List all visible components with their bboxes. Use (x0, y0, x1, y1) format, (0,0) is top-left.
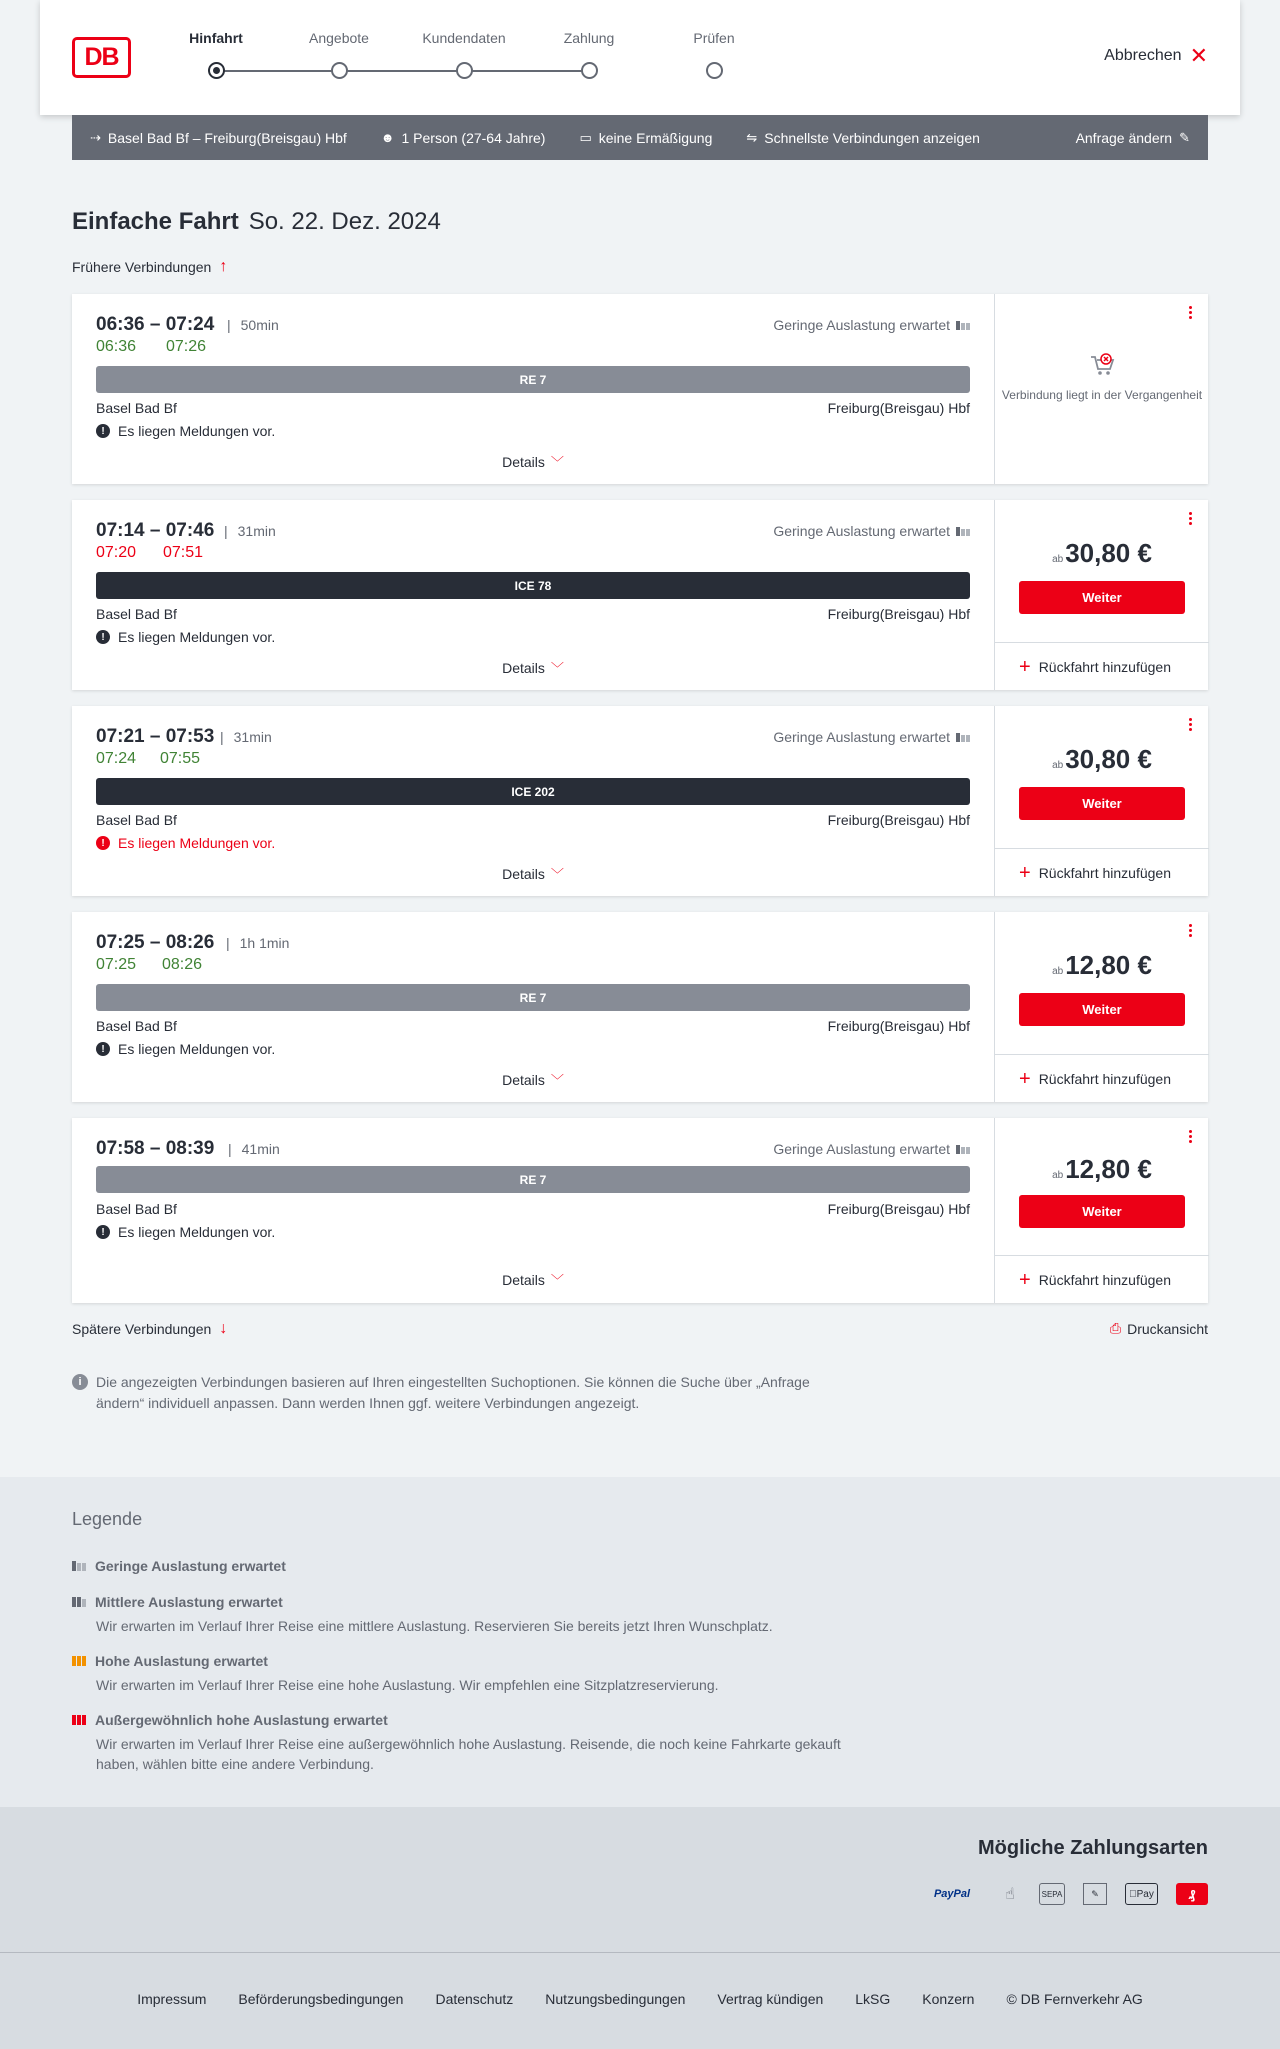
planned-times: 07:25 – 08:26 (96, 932, 215, 953)
step-hinfahrt[interactable]: Hinfahrt (166, 30, 266, 50)
chevron-down-icon: ﹀ (550, 867, 564, 882)
connection-card (72, 912, 1208, 1102)
details-toggle[interactable]: Details ﹀ (502, 1272, 564, 1288)
arrival-station: Freiburg(Breisgau) Hbf (827, 812, 970, 828)
arrival-station: Freiburg(Breisgau) Hbf (827, 400, 970, 416)
footer-link-impressum[interactable]: Impressum (137, 1991, 207, 2007)
details-toggle[interactable]: Details ﹀ (502, 866, 564, 882)
payment-title: Mögliche Zahlungsarten (977, 1837, 1208, 1859)
details-toggle[interactable]: Details ﹀ (502, 454, 564, 470)
arrow-down-icon: ↓ (219, 1320, 228, 1337)
more-options-icon[interactable] (1189, 1130, 1192, 1145)
planned-times: 07:14 – 07:46 (96, 520, 215, 541)
occupancy-info: Geringe Auslastung erwartet (773, 317, 970, 333)
step-dot (456, 62, 473, 79)
occupancy-info: Geringe Auslastung erwartet (773, 729, 970, 745)
message-notice: ! Es liegen Meldungen vor. (96, 1224, 275, 1240)
db-payment-icon: ₰ (1176, 1883, 1208, 1905)
payment-logos (923, 1883, 1208, 1905)
realtime-departure: 07:25 (96, 956, 137, 973)
arrival-station: Freiburg(Breisgau) Hbf (827, 1018, 970, 1034)
occupancy-low-icon (956, 1145, 970, 1154)
paypal-icon: PayPal (933, 1888, 971, 1900)
info-icon: i (72, 1374, 88, 1390)
earlier-connections-link[interactable]: Frühere Verbindungen ↑ (72, 258, 228, 275)
chevron-down-icon: ﹀ (550, 455, 564, 470)
chevron-down-icon: ﹀ (550, 1273, 564, 1288)
step-dot (581, 62, 598, 79)
train-bar[interactable]: ICE 78 (96, 572, 970, 599)
bahncard-icon: ▭ (579, 129, 592, 145)
hand-payment-icon: ☝ (1005, 1886, 1015, 1903)
planned-times: 07:58 – 08:39 (96, 1138, 215, 1159)
step-kundendaten: Kundendaten (414, 30, 514, 50)
db-logo[interactable]: DB (72, 37, 131, 78)
realtime-arrival: 07:26 (166, 338, 207, 355)
duration: | 41min (228, 1141, 280, 1157)
occupancy-low-icon (956, 733, 970, 742)
price: ab12,80 € (1052, 950, 1152, 980)
message-notice: ! Es liegen Meldungen vor. (96, 423, 275, 439)
step-dot (331, 62, 348, 79)
realtime-arrival: 07:51 (163, 544, 204, 561)
occupancy-high-icon (72, 1656, 87, 1666)
summary-route[interactable]: ⇢ Basel Bad Bf – Freiburg(Breisgau) Hbf (90, 129, 347, 146)
printer-icon: ⎙ (1109, 1320, 1122, 1336)
step-dot (706, 62, 723, 79)
train-bar[interactable]: RE 7 (96, 1166, 970, 1193)
realtime-arrival: 07:55 (160, 750, 201, 767)
cart-unavailable-icon (1089, 352, 1115, 378)
connection-card (72, 706, 1208, 896)
connection-card (72, 500, 1208, 690)
add-return-button[interactable]: + Rückfahrt hinzufügen (995, 642, 1209, 690)
departure-station: Basel Bad Bf (96, 812, 177, 828)
add-return-button[interactable]: + Rückfahrt hinzufügen (995, 1054, 1209, 1102)
connection-info (72, 294, 994, 484)
train-bar[interactable]: RE 7 (96, 366, 970, 393)
plus-icon: + (1019, 861, 1031, 884)
more-options-icon[interactable] (1189, 306, 1192, 321)
connection-card (72, 1118, 1208, 1303)
payment-methods (0, 1807, 1280, 1952)
price: ab30,80 € (1052, 744, 1152, 774)
duration: | 1h 1min (226, 935, 289, 951)
details-toggle[interactable]: Details ﹀ (502, 660, 564, 676)
more-options-icon[interactable] (1189, 924, 1192, 939)
connection-info (72, 912, 994, 1102)
footer-link-lksg[interactable]: LkSG (855, 1991, 891, 2007)
more-options-icon[interactable] (1189, 718, 1192, 733)
offer-panel (994, 1118, 1208, 1303)
duration: | 31min (220, 729, 272, 745)
sepa-icon: SEPA (1039, 1883, 1065, 1905)
chevron-down-icon: ﹀ (550, 1073, 564, 1088)
close-icon: ✕ (1189, 43, 1208, 68)
legend-item-high: Hohe Auslastung erwartet Wir erwarten im Verlauf Ihrer Reise eine hohe Auslastung. Wir empfehlen eine Sitzplatzreservierung. (72, 1653, 852, 1695)
arrival-station: Freiburg(Breisgau) Hbf (827, 1201, 970, 1217)
print-view-link[interactable]: ⎙ Druckansicht (1109, 1320, 1208, 1337)
price: ab12,80 € (1052, 1154, 1152, 1184)
departure-station: Basel Bad Bf (96, 1018, 177, 1034)
progress-stepper (166, 30, 766, 90)
offer-panel (994, 912, 1208, 1102)
footer-link-datenschutz[interactable]: Datenschutz (435, 1991, 514, 2007)
realtime-arrival: 08:26 (162, 956, 203, 973)
plus-icon: + (1019, 1067, 1031, 1090)
occupancy-info: Geringe Auslastung erwartet (773, 1141, 970, 1157)
filter-icon: ⇋ (746, 129, 758, 145)
invoice-icon: ✎ (1083, 1883, 1107, 1905)
realtime-departure: 07:24 (96, 750, 137, 767)
planned-times: 07:21 – 07:53 (96, 726, 215, 747)
planned-times: 06:36 – 07:24 (96, 314, 215, 335)
add-return-button[interactable]: + Rückfahrt hinzufügen (995, 1255, 1209, 1303)
alert-icon: ! (96, 1042, 110, 1056)
site-footer (0, 1952, 1280, 2049)
past-connection-notice: Verbindung liegt in der Vergangenheit (995, 352, 1209, 402)
offer-panel (994, 500, 1208, 690)
alert-icon: ! (96, 630, 110, 644)
connection-info (72, 1118, 994, 1303)
alert-icon: ! (96, 836, 110, 850)
departure-station: Basel Bad Bf (96, 400, 177, 416)
occupancy-low-icon (956, 321, 970, 330)
continue-button[interactable]: Weiter (1019, 1195, 1185, 1228)
realtime-departure: 06:36 (96, 338, 137, 355)
details-toggle[interactable]: Details ﹀ (502, 1072, 564, 1088)
alert-icon: ! (96, 424, 110, 438)
pencil-icon: ✎ (1179, 129, 1190, 145)
legend-title: Legende (72, 1509, 143, 1529)
occupancy-low-icon (72, 1561, 87, 1571)
legend-item-medium: Mittlere Auslastung erwartet Wir erwarten im Verlauf Ihrer Reise eine mittlere Auslastung. Reservieren Sie bereits jetzt Ihren Wunschplatz. (72, 1594, 852, 1636)
stepper-line (211, 70, 586, 72)
connection-info (72, 706, 994, 896)
occupancy-low-icon (956, 527, 970, 536)
alert-icon: ! (96, 1225, 110, 1239)
continue-button[interactable]: Weiter (1019, 581, 1185, 614)
summary-discount[interactable]: ▭ keine Ermäßigung (579, 129, 713, 146)
train-bar[interactable]: ICE 202 (96, 778, 970, 805)
step-dot-active (208, 62, 225, 79)
page-title: Einfache Fahrt So. 22. Dez. 2024 (72, 208, 441, 235)
price: ab30,80 € (1052, 538, 1152, 568)
occupancy-legend (0, 1477, 1280, 1807)
arrow-up-icon: ↑ (219, 258, 228, 275)
footer-copyright: © DB Fernverkehr AG (1006, 1991, 1143, 2007)
route-arrow-icon: ⇢ (90, 129, 101, 145)
summary-passengers[interactable]: ☻ 1 Person (27-64 Jahre) (380, 129, 546, 146)
continue-button[interactable]: Weiter (1019, 787, 1185, 820)
plus-icon: + (1019, 1268, 1031, 1291)
plus-icon: + (1019, 655, 1031, 678)
continue-button[interactable]: Weiter (1019, 993, 1185, 1026)
duration: | 50min (227, 317, 279, 333)
summary-filter[interactable]: ⇋ Schnellste Verbindungen anzeigen (746, 129, 980, 146)
step-pruefen: Prüfen (664, 30, 764, 50)
add-return-button[interactable]: + Rückfahrt hinzufügen (995, 848, 1209, 896)
message-notice: ! Es liegen Meldungen vor. (96, 1041, 275, 1057)
occupancy-medium-icon (72, 1597, 87, 1607)
arrival-station: Freiburg(Breisgau) Hbf (827, 606, 970, 622)
search-summary-bar (72, 115, 1208, 160)
legend-item-low: Geringe Auslastung erwartet (72, 1558, 852, 1574)
occupancy-info: Geringe Auslastung erwartet (773, 523, 970, 539)
occupancy-extreme-icon (72, 1715, 87, 1725)
person-icon: ☻ (380, 130, 395, 145)
legend-item-extreme: Außergewöhnlich hohe Auslastung erwartet Wir erwarten im Verlauf Ihrer Reise eine außergewöhnlich hohe Auslastung. Reisende, die noch keine Fahrkarte gekauft haben, wählen bitte eine andere Verbindung. (72, 1712, 852, 1774)
offer-panel (994, 294, 1208, 484)
chevron-down-icon: ﹀ (550, 661, 564, 676)
connection-info (72, 500, 994, 690)
later-connections-link[interactable]: Spätere Verbindungen ↓ (72, 1320, 228, 1337)
apple-pay-icon: Pay (1125, 1883, 1158, 1905)
departure-station: Basel Bad Bf (96, 606, 177, 622)
change-request-button[interactable]: Anfrage ändern ✎ (1075, 129, 1190, 146)
message-notice: ! Es liegen Meldungen vor. (96, 835, 275, 851)
footer-link-konzern[interactable]: Konzern (922, 1991, 975, 2007)
departure-station: Basel Bad Bf (96, 1201, 177, 1217)
footer-link-nutzungsbedingungen[interactable]: Nutzungsbedingungen (545, 1991, 686, 2007)
footer-link-vertrag-kuendigen[interactable]: Vertrag kündigen (717, 1991, 824, 2007)
offer-panel (994, 706, 1208, 896)
search-info-note: i Die angezeigten Verbindungen basieren auf Ihren eingestellten Suchoptionen. Sie können die Suche über „Anfrage ändern“ individuell anpassen. Dann werden Ihnen ggf. weitere Verbindungen angezeigt. (72, 1372, 852, 1414)
footer-link-befoerderungsbedingungen[interactable]: Beförderungsbedingungen (238, 1991, 404, 2007)
realtime-departure: 07:20 (96, 544, 137, 561)
duration: | 31min (224, 523, 276, 539)
more-options-icon[interactable] (1189, 512, 1192, 527)
connection-card (72, 294, 1208, 484)
booking-header (40, 0, 1240, 115)
step-zahlung: Zahlung (539, 30, 639, 50)
step-angebote: Angebote (289, 30, 389, 50)
cancel-button[interactable]: Abbrechen ✕ (1104, 43, 1208, 68)
message-notice: ! Es liegen Meldungen vor. (96, 629, 275, 645)
train-bar[interactable]: RE 7 (96, 984, 970, 1011)
